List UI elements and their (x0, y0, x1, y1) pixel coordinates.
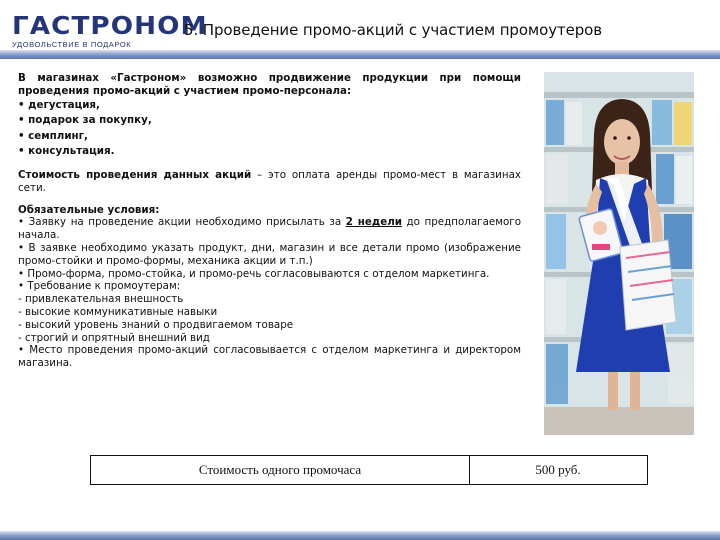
cost-definition: – это оплата аренды промо-мест в магазинах сети. (18, 168, 522, 194)
cost-paragraph (18, 169, 521, 195)
intro-paragraph: В магазинах «Гастроном» возможно продвижение продукции при помощи проведения промо-акций с участием промо-персонала: (18, 72, 521, 97)
promoter-photo (544, 72, 694, 435)
condition-item: • В заявке необходимо указать продукт, дни, магазин и все детали промо (изображение промо-стойки и промо-формы, механика акции и т.п.) (18, 241, 521, 267)
gastronom-logo (12, 11, 208, 49)
conditions-title: Обязательные условия: (18, 203, 160, 216)
weeks-highlight: 2 недели (345, 216, 402, 229)
condition-item: • Место проведения промо-акций согласовывается с отделом маркетинга и директором магазина. (18, 344, 521, 370)
price-value-cell: 500 руб. (535, 462, 581, 477)
promo-types-list (18, 98, 521, 160)
list-item: • семплинг, (18, 129, 88, 142)
requirement-item: - высокий уровень знаний о продвигаемом товаре (18, 318, 294, 331)
condition-item: • Требование к промоутерам: (18, 280, 181, 293)
list-item: • подарок за покупку, (18, 114, 152, 127)
list-item: • консультация. (18, 145, 115, 158)
slide-body (18, 72, 521, 370)
price-label-cell: Стоимость одного промочаса (91, 456, 470, 484)
condition-item: • Заявку на проведение акции необходимо присылать за 2 недели до предполагаемого начала. (18, 216, 521, 242)
requirement-item: - высокие коммуникативные навыки (18, 305, 218, 318)
logo-tagline: УДОВОЛЬСТВИЕ В ПОДАРОК (12, 40, 132, 49)
requirement-item: - строгий и опрятный внешний вид (18, 331, 210, 344)
cost-term: Стоимость проведения данных акций (18, 168, 252, 181)
slide-header (0, 0, 720, 60)
condition-item: • Промо-форма, промо-стойка, и промо-речь согласовываются с отделом маркетинга. (18, 267, 490, 280)
price-table (90, 455, 648, 485)
list-item: • дегустация, (18, 98, 100, 111)
requirement-item: - привлекательная внешность (18, 293, 184, 306)
logo-wordmark: ГАСТРОНОМ (12, 11, 208, 40)
footer-divider (0, 531, 720, 540)
header-divider (0, 50, 720, 59)
slide-title: 5. Проведение промо-акций с участием промоутеров (184, 21, 602, 39)
